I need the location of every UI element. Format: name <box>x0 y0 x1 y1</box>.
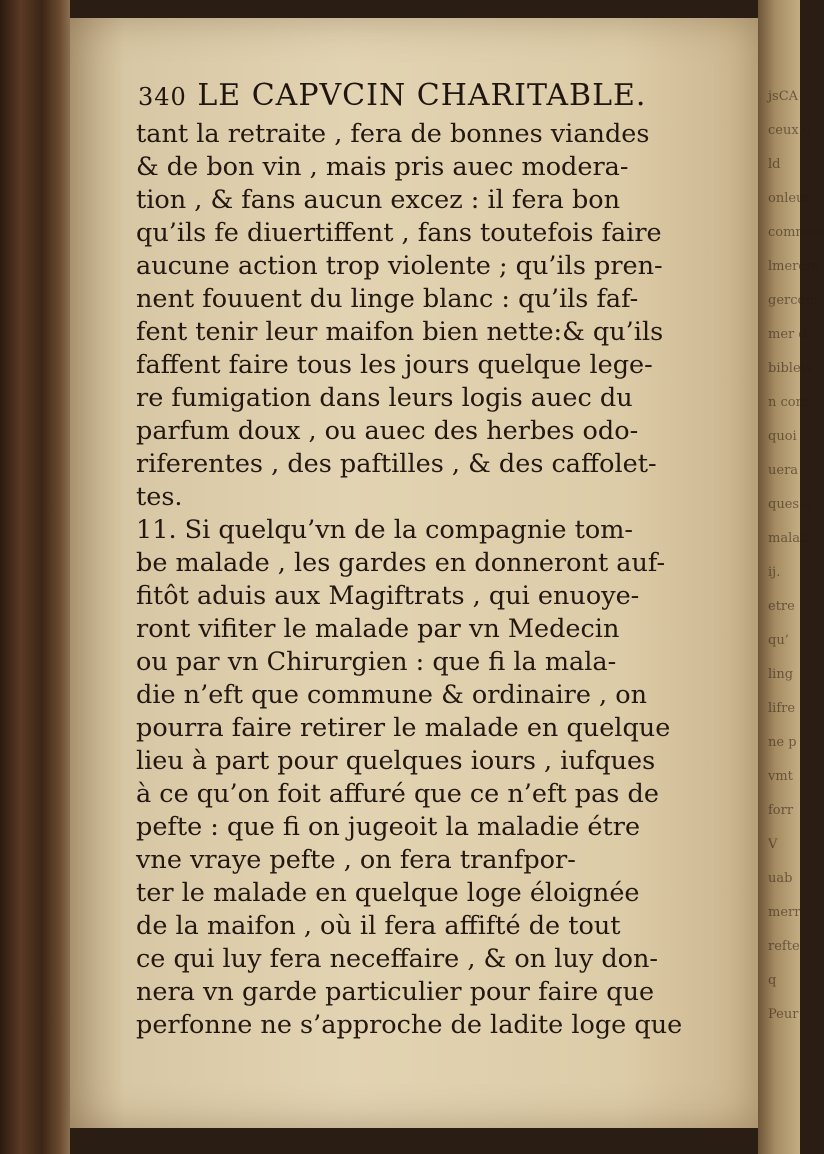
text-line: faffent faire tous les jours quelque lege- <box>136 350 653 380</box>
text-line: à ce qu’on foit affuré que ce n’eft pas de <box>136 779 659 809</box>
edge-fragment: quoi <box>768 429 797 444</box>
edge-fragment: ij. <box>768 565 781 580</box>
text-line: parfum doux , ou auec des herbes odo- <box>136 416 639 446</box>
edge-fragment: ld <box>768 157 781 172</box>
text-line: fitôt aduis aux Magiftrats , qui enuoye- <box>136 581 640 611</box>
book-spine <box>0 0 70 1154</box>
text-line: ce qui luy fera neceffaire , & on luy don- <box>136 944 659 974</box>
edge-fragment: commen <box>768 225 824 240</box>
edge-fragment: onleur <box>768 191 811 206</box>
edge-fragment: Peur <box>768 1007 799 1022</box>
text-line: tant la retraite , fera de bonnes viandes <box>136 119 650 149</box>
text-line: pefte : que fi on jugeoit la maladie étre <box>136 812 641 842</box>
edge-fragment: lmerom <box>768 259 819 274</box>
edge-fragment: forr <box>768 803 794 818</box>
text-line: aucune action trop violente ; qu’ils pren- <box>136 251 663 281</box>
edge-fragment: jsCA <box>768 89 799 104</box>
adjacent-page-edge <box>758 0 824 1154</box>
text-line: qu’ils fe diuertiffent , fans toutefois faire <box>136 218 662 248</box>
text-line: perfonne ne s’approche de ladite loge que <box>136 1010 683 1040</box>
edge-fragment: refte <box>768 939 800 954</box>
text-line: ter le malade en quelque loge éloignée <box>136 878 640 908</box>
edge-fragment: uab <box>768 871 793 886</box>
edge-fragment: merr <box>768 905 801 920</box>
text-line: riferentes , des paftilles , & des caffolet- <box>136 449 657 479</box>
text-line: & de bon vin , mais pris auec modera- <box>136 152 629 182</box>
edge-fragment: biblets <box>768 361 813 376</box>
edge-fragment: mer d <box>768 327 807 342</box>
edge-fragment: uera <box>768 463 799 478</box>
text-line: nent fouuent du linge blanc : qu’ils faf- <box>136 284 639 314</box>
edge-fragment: ceux q <box>768 123 812 138</box>
running-header <box>138 78 646 113</box>
edge-fragment: q <box>768 973 777 988</box>
text-line: de la maifon , où il fera affifté de tout <box>136 911 621 941</box>
text-line: nera vn garde particulier pour faire que <box>136 977 655 1007</box>
page-number: 340 <box>138 83 187 111</box>
text-line: vne vraye pefte , on fera tranfpor- <box>136 845 576 875</box>
edge-fragment: etre <box>768 599 795 614</box>
edge-fragment: n com <box>768 395 808 410</box>
text-line: tion , & fans aucun excez : il fera bon <box>136 185 621 215</box>
edge-fragment: ques a <box>768 497 811 512</box>
edge-fragment: V <box>768 837 778 852</box>
text-line: die n’eft que commune & ordinaire , on <box>136 680 648 710</box>
edge-fragment: malad <box>768 531 809 546</box>
text-line: lieu à part pour quelques iours , iufques <box>136 746 656 776</box>
running-title: LE CAPVCIN CHARITABLE. <box>197 78 647 113</box>
text-line: pourra faire retirer le malade en quelque <box>136 713 671 743</box>
text-line: ou par vn Chirurgien : que fi la mala- <box>136 647 617 677</box>
text-line: 11. Si quelqu’vn de la compagnie tom- <box>136 515 633 545</box>
edge-fragment: gercom <box>768 293 818 308</box>
text-line: tes. <box>136 482 183 512</box>
text-line: fent tenir leur maifon bien nette:& qu’ils <box>136 317 664 347</box>
text-line: ront vifiter le malade par vn Medecin <box>136 614 620 644</box>
edge-fragment: qu’ <box>768 633 789 648</box>
adjacent-page-text <box>768 80 824 1032</box>
edge-fragment: lifre <box>768 701 796 716</box>
text-line: be malade , les gardes en donneront auf- <box>136 548 666 578</box>
edge-fragment: ling <box>768 667 794 682</box>
edge-fragment: ne p <box>768 735 797 750</box>
text-line: re fumigation dans leurs logis auec du <box>136 383 633 413</box>
page-body-text <box>136 118 746 1042</box>
edge-fragment: vmt <box>768 769 793 784</box>
